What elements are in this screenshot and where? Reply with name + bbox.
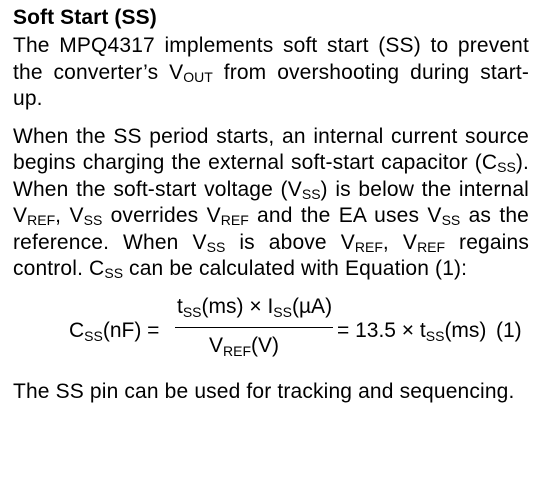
- text: , V: [55, 204, 84, 227]
- eq-text: (µA): [291, 294, 333, 318]
- equation-1: [13, 289, 529, 373]
- paragraph-ss-description: [13, 124, 529, 283]
- eq-subscript: SS: [182, 303, 202, 320]
- eq-unit: (nF) =: [102, 318, 160, 342]
- eq-subscript: SS: [273, 303, 292, 320]
- text: can be calculated with Equation (1):: [123, 257, 468, 280]
- text: The MPQ4317 implements soft start (SS) to prevent the converter’s V: [13, 34, 529, 84]
- subscript: SS: [441, 212, 461, 228]
- eq-text: (ms): [444, 318, 487, 342]
- eq-symbol: C: [69, 318, 85, 342]
- subscript: REF: [220, 212, 249, 228]
- equation-denominator: [209, 334, 279, 359]
- fraction-bar: [175, 327, 333, 329]
- eq-subscript: REF: [223, 342, 252, 359]
- equation-rhs: [337, 319, 486, 344]
- subscript: SS: [104, 265, 124, 281]
- subscript: SS: [301, 185, 321, 202]
- subscript: REF: [354, 238, 383, 255]
- subscript: SS: [206, 238, 226, 255]
- paragraph-tracking: The SS pin can be used for tracking and sequencing.: [13, 379, 515, 403]
- text: as the reference. When V: [13, 204, 529, 254]
- text: from overshooting during start-up.: [13, 60, 529, 110]
- equation-numerator: [177, 295, 332, 320]
- eq-subscript: SS: [84, 327, 103, 344]
- subscript: REF: [417, 238, 446, 255]
- text: ) is below the internal V: [13, 177, 529, 227]
- eq-text: (ms) × I: [201, 294, 274, 318]
- text: regains control. C: [13, 230, 529, 280]
- document-page: [13, 5, 529, 405]
- eq-symbol: t: [177, 294, 183, 318]
- text: , V: [382, 230, 418, 254]
- text: overrides V: [102, 204, 221, 227]
- section-heading: Soft Start (SS): [13, 6, 157, 29]
- eq-text: = 13.5 × t: [337, 318, 426, 342]
- paragraph-intro: [13, 33, 529, 113]
- eq-subscript: SS: [425, 327, 445, 344]
- eq-symbol: V: [209, 333, 224, 357]
- equation-number: (1): [496, 318, 522, 342]
- text: is above V: [225, 230, 355, 254]
- equation-lhs: [69, 319, 159, 344]
- text: ). When the soft-start voltage (V: [13, 151, 529, 201]
- text: and the EA uses V: [248, 204, 442, 227]
- subscript: SS: [83, 212, 103, 228]
- subscript: OUT: [183, 68, 213, 85]
- eq-text: (V): [251, 333, 280, 357]
- subscript: REF: [27, 212, 56, 228]
- text: When the SS period starts, an internal current source begins charging the external soft-start capacitor (C: [13, 124, 529, 174]
- subscript: SS: [497, 159, 516, 175]
